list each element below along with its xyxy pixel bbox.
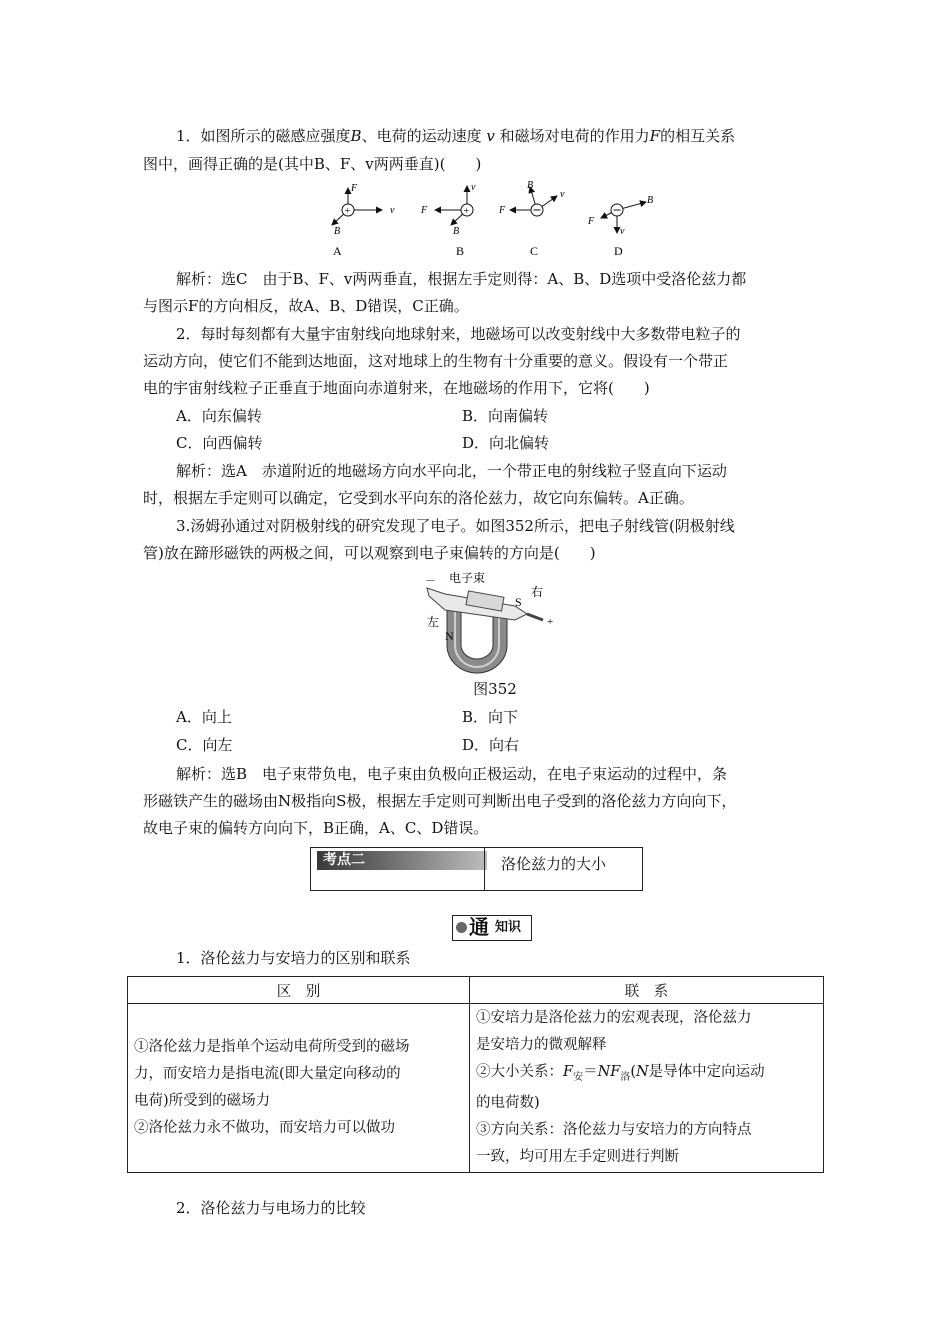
svg-text:+: + xyxy=(344,206,351,217)
q2-line2: 运动方向，使它们不能到达地面，这对地球上的生物有十分重要的意义。假设有一个带正 xyxy=(143,352,729,370)
label-f: F xyxy=(421,205,428,216)
difference-line: ①洛伦兹力是指单个运动电荷所受到的磁场 xyxy=(134,1039,410,1055)
formula-equals: ＝ xyxy=(583,1063,598,1080)
header-relation: 联 系 xyxy=(470,977,824,1004)
minus-sign: － xyxy=(425,575,436,587)
q3-line1: 3.汤姆孙通过对阴极射线的研究发现了电子。如图352所示，把电子射线管(阴极射线 xyxy=(176,517,735,535)
difference-line: ②洛伦兹力永不做功，而安培力可以做功 xyxy=(134,1120,395,1136)
label-v: v xyxy=(620,226,625,237)
figure-caption: 图352 xyxy=(473,680,517,698)
label-v: v xyxy=(390,205,395,216)
q2-option-a: A．向东偏转 xyxy=(176,407,262,425)
relation-line: 一致，均可用左手定则进行判断 xyxy=(476,1149,679,1166)
q1-line1 xyxy=(176,122,735,150)
q3-answer-line1: 解析：选B 电子束带负电，电子束由负极向正极运动，在电子束运动的过程中，条 xyxy=(176,765,728,783)
option-c-label: C xyxy=(530,244,539,258)
q1-var-v: v xyxy=(486,127,495,145)
q1-text: 、电荷的运动速度 xyxy=(361,127,482,145)
q1-line2: 图中，画得正确的是(其中B、F、v两两垂直)( ) xyxy=(143,155,482,173)
section1-title: 1．洛伦兹力与安培力的区别和联系 xyxy=(176,949,411,967)
difference-cell xyxy=(128,1004,470,1173)
q1-answer-line2: 与图示F的方向相反，故A、B、D错误，C正确。 xyxy=(143,297,469,315)
s-pole-label: S xyxy=(515,595,522,609)
formula-rest: 是导体中定向运动 xyxy=(648,1063,765,1080)
q2-line3: 电的宇宙射线粒子正垂直于地面向赤道射来，在地磁场的作用下，它将( ) xyxy=(143,379,650,397)
svg-text:+: + xyxy=(463,206,470,217)
relation-line: ③方向关系：洛伦兹力与安培力的方向特点 xyxy=(476,1122,752,1139)
q1-figure xyxy=(320,178,665,260)
relation-line: ①安培力是洛伦兹力的宏观表现，洛伦兹力 xyxy=(476,1009,752,1026)
q3-answer-line2: 形磁铁产生的磁场由N极指向S极，根据左手定则可判断出电子受到的洛伦兹力方向向下， xyxy=(143,792,737,810)
figure-c xyxy=(498,180,565,216)
option-b-label: B xyxy=(456,244,465,258)
q1-text: 和磁场对电荷的作用力 xyxy=(499,127,650,145)
label-b: B xyxy=(527,180,534,191)
formula-prefix: ②大小关系： xyxy=(476,1063,563,1080)
q2-option-d: D．向北偏转 xyxy=(462,434,550,452)
plus-sign: + xyxy=(547,616,554,628)
q2-option-c: C．向西偏转 xyxy=(176,434,263,452)
q2-line1: 2．每时每刻都有大量宇宙射线向地球射来，地磁场可以改变射线中大多数带电粒子的 xyxy=(176,325,741,343)
option-a-label: A xyxy=(333,244,342,258)
section2-title: 2．洛伦兹力与电场力的比较 xyxy=(176,1199,366,1217)
q3-answer-line3: 故电子束的偏转方向向下，B正确，A、C、D错误。 xyxy=(143,819,489,837)
relation-cell xyxy=(470,1004,824,1173)
figure-b xyxy=(420,182,476,237)
label-f: F xyxy=(588,216,595,227)
knowledge-badge xyxy=(452,915,532,941)
label-f: F xyxy=(499,205,506,216)
badge-sub-text: 知识 xyxy=(495,920,522,935)
label-b: B xyxy=(647,195,654,206)
n-pole-label: N xyxy=(445,629,454,643)
q2-answer-line2: 时，根据左手定则可以确定，它受到水平向东的洛伦兹力，故它向东偏转。A正确。 xyxy=(143,489,694,507)
section-header xyxy=(310,847,643,891)
section-tag-text: 考点二 xyxy=(323,852,365,868)
formula-sub-an: 安 xyxy=(573,1071,584,1083)
section-divider xyxy=(484,848,485,890)
q3-option-b: B．向下 xyxy=(462,708,519,726)
comparison-table xyxy=(127,976,824,1173)
q3-line2: 管)放在蹄形磁铁的两极之间，可以观察到电子束偏转的方向是( ) xyxy=(143,544,596,562)
label-v: v xyxy=(560,189,565,200)
formula-n: N xyxy=(635,1063,649,1080)
formula-sub-luo: 洛 xyxy=(620,1071,631,1083)
relation-line: 是安培力的微观解释 xyxy=(476,1036,607,1053)
q2-option-b: B．向南偏转 xyxy=(462,407,549,425)
q1-var-f: F xyxy=(649,127,661,145)
beam-label: 电子束 xyxy=(449,571,486,585)
left-label: 左 xyxy=(427,615,440,629)
formula-f: F xyxy=(563,1063,574,1080)
figure-a xyxy=(332,183,395,237)
relation-formula-line xyxy=(476,1059,817,1091)
q1-text: 的相互关系 xyxy=(660,127,736,145)
q3-option-a: A．向上 xyxy=(176,708,232,726)
label-b: B xyxy=(453,226,460,237)
q3-figure xyxy=(415,570,565,680)
right-label: 右 xyxy=(531,585,544,599)
difference-line: 力，而安培力是指电流(即大量定向移动的 xyxy=(134,1066,401,1082)
difference-line: 电荷)所受到的磁场力 xyxy=(134,1093,271,1109)
formula-nf: NF xyxy=(597,1063,621,1080)
table-header-row xyxy=(128,977,824,1004)
label-v: v xyxy=(471,182,476,193)
q1-text: 1．如图所示的磁感应强度 xyxy=(176,127,351,145)
q2-answer-line1: 解析：选A 赤道附近的地磁场方向水平向北，一个带正电的射线粒子竖直向下运动 xyxy=(176,462,727,480)
option-d-label: D xyxy=(614,244,623,258)
q3-option-c: C．向左 xyxy=(176,736,233,754)
relation-line: 的电荷数) xyxy=(476,1095,540,1112)
section-title: 洛伦兹力的大小 xyxy=(501,855,607,873)
label-f: F xyxy=(351,183,358,194)
badge-icon xyxy=(456,922,467,933)
figure-d xyxy=(587,195,653,237)
label-b: B xyxy=(334,226,341,237)
q3-option-d: D．向右 xyxy=(462,736,520,754)
q1-var-b: B xyxy=(350,127,362,145)
badge-main-text: 通 xyxy=(469,915,489,939)
header-difference: 区 别 xyxy=(128,977,470,1004)
section-tag xyxy=(317,851,487,870)
formula-paren: ( xyxy=(630,1063,636,1080)
q1-answer-line1: 解析：选C 由于B、F、v两两垂直，根据左手定则得：A、B、D选项中受洛伦兹力都 xyxy=(176,270,747,288)
table-row xyxy=(128,1004,824,1173)
